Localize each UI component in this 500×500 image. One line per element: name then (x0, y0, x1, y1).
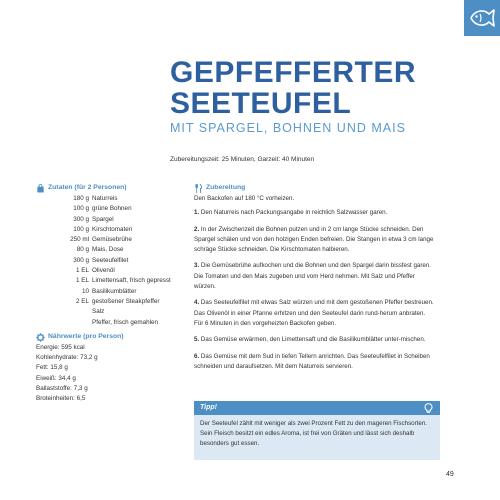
ingredient-row (36, 307, 186, 317)
preparation-steps (194, 208, 434, 372)
ingredient-list (36, 194, 186, 328)
cutlery-icon (194, 184, 203, 193)
right-column (194, 183, 434, 378)
ingredient-qty: 300 g (73, 256, 89, 264)
ingredient-qty: 2 EL (76, 297, 89, 305)
step-text: Das Gemüse mit dem Sud in tiefen Tellern anrichten. Das Seeteufelfilet in Scheiben schneiden und daraufsetzen. Mit dem Naturreis servieren. (194, 352, 430, 370)
preparation-step (194, 225, 434, 256)
ingredient-row (36, 297, 186, 307)
ingredient-name: grüne Bohnen (92, 205, 132, 213)
ingredient-name: Olivenöl (92, 267, 115, 275)
preparation-heading-text: Zubereitung (206, 184, 246, 192)
left-column (36, 183, 186, 405)
preparation-step (194, 352, 434, 373)
preparation-step (194, 261, 434, 292)
ingredient-qty (36, 318, 92, 328)
recipe-title (170, 57, 416, 119)
ingredients-heading-text: Zutaten (für 2 Personen) (48, 184, 127, 192)
nutrition-heading-text: Nährwerte (pro Person) (48, 333, 124, 341)
title-line-2: SEETEUFEL (170, 87, 352, 120)
nutrition-heading (36, 332, 186, 343)
ingredient-name: Gemüsebrühe (92, 236, 132, 244)
ingredient-qty: 1 EL (76, 267, 89, 275)
step-text: Das Seeteufelfilet mit etwas Salz würzen und mit dem gestoßenen Pfeffer bestreuen. Das Olivenöl in einer Pfanne erhitzen und den Seeteufel darin rund-herum anbraten. Für 6 Minuten in den vorgeheizten Backofen geben. (194, 299, 434, 327)
ingredient-row (36, 245, 186, 255)
preparation-step (194, 208, 434, 218)
title-line-1: GEPFEFFERTER (170, 56, 417, 89)
preparation-step (194, 298, 434, 329)
ingredient-qty: 180 g (73, 195, 89, 202)
step-number: 2. (194, 225, 200, 233)
ingredient-qty: 80 g (76, 246, 89, 254)
fish-badge (464, 0, 500, 36)
step-number: 3. (194, 262, 200, 270)
ingredient-row (36, 225, 186, 235)
gear-icon (36, 333, 45, 342)
nutrition-row: Energie: 595 kcal (36, 343, 85, 351)
ingredient-row (36, 235, 186, 245)
step-text: Die Gemüsebrühe aufkochen und die Bohnen und den Spargel darin bissfest garen. Die Tomaten und den Mais zugeben und vom Herd nehmen. Mit Salz und Pfeffer würzen. (194, 262, 432, 291)
shopping-bag-icon (36, 184, 45, 193)
ingredient-row (36, 318, 186, 328)
ingredient-row (36, 276, 186, 286)
ingredient-name: Naturreis (92, 195, 118, 202)
nutrition-row: Eiweiß: 34,4 g (36, 374, 76, 382)
ingredient-name: Seeteufelfilet (92, 256, 129, 264)
step-number: 6. (194, 352, 200, 360)
ingredient-name: Basilikumblätter (92, 287, 137, 295)
step-number: 4. (194, 299, 200, 307)
ingredient-row (36, 287, 186, 297)
tip-text: Der Seeteufel zählt mit weniger als zwei Prozent Fett zu den mageren Fischsorten. Sein Fleisch besitzt ein edles Aroma, ist frei von Gräten und lässt sich deshalb besonders gut essen. (200, 420, 427, 447)
ingredient-name: Kirschtomaten (92, 225, 133, 233)
ingredient-name: Mais, Dose (92, 246, 124, 254)
page-number: 49 (446, 471, 454, 478)
ingredient-row (36, 194, 186, 204)
ingredient-qty: 10 (81, 287, 89, 295)
time-info: Zubereitungszeit: 25 Minuten, Garzeit: 40 Minuten (170, 156, 315, 163)
preparation-intro: Den Backofen auf 180 °C vorheizen. (194, 195, 295, 202)
preparation-heading (194, 183, 434, 194)
fish-icon (469, 7, 495, 29)
preparation-step (194, 335, 434, 345)
step-text: Das Gemüse erwärmen, den Limettensaft und die Basilikumblätter unter-mischen. (200, 336, 426, 344)
ingredient-qty: 250 ml (70, 236, 89, 244)
step-number: 5. (194, 336, 200, 344)
step-text: Den Naturreis nach Packungsangabe in reichlich Salzwasser garen. (200, 209, 388, 217)
recipe-subtitle: MIT SPARGEL, BOHNEN UND MAIS (170, 121, 406, 135)
ingredient-qty: 300 g (73, 215, 89, 223)
lightbulb-icon (424, 403, 433, 414)
ingredient-qty (36, 307, 92, 317)
nutrition-row: Ballaststoffe: 7,3 g (36, 385, 88, 393)
tip-box (194, 401, 440, 460)
step-number: 1. (194, 209, 200, 217)
step-text: In der Zwischenzeit die Bohnen putzen und in 2 cm lange Stücke schneiden. Den Spargel schälen und von den holzigen Enden befreien. Die Stangen in etwa 3 cm lange schräge Stücke schneiden. Die Kirschtomaten halbieren. (194, 225, 434, 254)
ingredient-row (36, 204, 186, 214)
ingredient-name: Salz (92, 308, 105, 316)
nutrition-list (36, 343, 186, 405)
nutrition-row: Fett: 15,8 g (36, 364, 68, 372)
ingredient-qty: 1 EL (76, 277, 89, 285)
ingredient-name: Limettensaft, frisch gepresst (92, 277, 171, 285)
ingredient-name: Spargel (92, 215, 114, 223)
ingredient-row (36, 215, 186, 225)
ingredients-heading (36, 183, 186, 194)
ingredient-name: gestoßener Steakpfeffer (92, 297, 160, 305)
nutrition-row: Broteinheiten: 6,5 (36, 395, 86, 403)
nutrition-row: Kohlenhydrate: 73,2 g (36, 354, 98, 362)
ingredient-name: Pfeffer, frisch gemahlen (92, 318, 159, 326)
ingredient-qty: 100 g (73, 205, 89, 213)
tip-header (194, 401, 440, 415)
ingredient-qty: 100 g (73, 225, 89, 233)
ingredient-row (36, 266, 186, 276)
ingredient-row (36, 256, 186, 266)
tip-heading: Tipp! (200, 404, 217, 411)
